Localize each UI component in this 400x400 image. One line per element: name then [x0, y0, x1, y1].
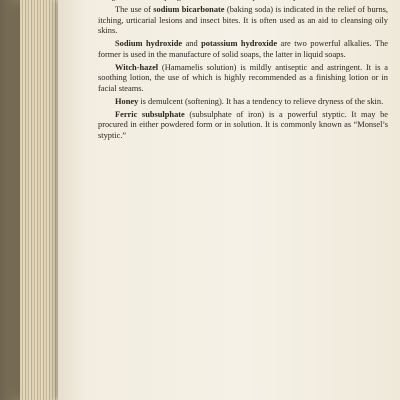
paragraph-witch-hazel	[98, 63, 388, 95]
bold-term: sodium bicarbonate	[153, 4, 225, 14]
paragraph-text: is demulcent (softening). It has a tendency to relieve dryness of the skin.	[138, 96, 384, 106]
book-page	[58, 0, 400, 400]
paragraph-text	[98, 0, 358, 1]
bold-term: Witch-hazel	[115, 62, 159, 72]
page-text	[98, 0, 388, 144]
paragraph-connector: and	[182, 39, 202, 49]
paragraph-impetigo	[98, 0, 388, 3]
bold-term: Ferric subsulphate	[115, 109, 185, 119]
paragraph-sodium-hydroxide	[98, 39, 388, 60]
paragraph-text: (baking soda) is indicated in the relief of burns, itching, urticarial lesions and insect bites. It is often used as an aid to cleansing oily skins.	[98, 4, 388, 36]
paragraph-ferric-subsulphate	[98, 110, 388, 142]
paragraph-lead: The use of	[115, 4, 154, 14]
paragraph-text: (Hamamelis solution) is mildly antiseptic and astringent. It is a soothing lotion, the use of which is highly recommended as a finishing lotion or in facial steams.	[98, 62, 388, 93]
paragraph-text: (subsulphate of iron) is a powerful styptic. It may be procured in either powdered form or in solution. It is commonly known as “Monsel’s styptic.”	[98, 109, 388, 141]
page-stack-edges	[20, 0, 60, 400]
bold-term: Sodium hydroxide	[115, 39, 183, 49]
paragraph-sodium-bicarbonate	[98, 5, 388, 37]
bold-term: Honey	[115, 96, 139, 106]
bold-term-secondary: potassium hydroxide	[201, 39, 278, 49]
paragraph-honey	[98, 97, 388, 108]
paragraph-text: are two powerful alkalies. The former is used in the manufacture of solid soaps, the latter in liquid soaps.	[98, 39, 388, 59]
